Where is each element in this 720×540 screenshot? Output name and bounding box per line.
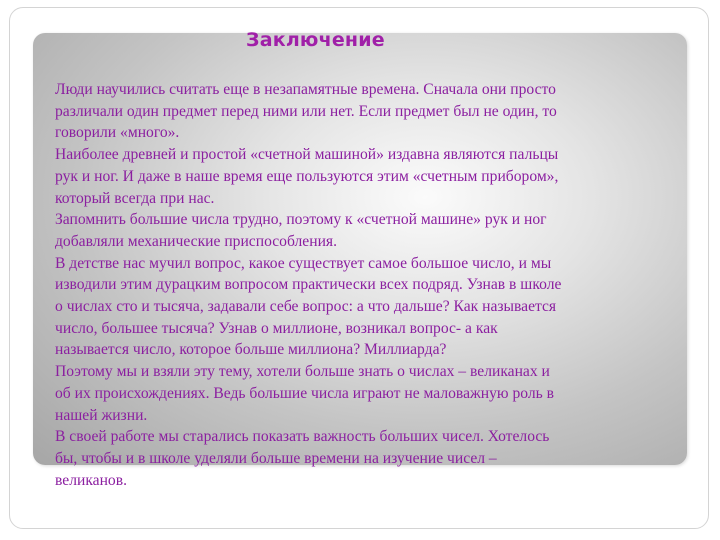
text-line: рук и ног. И даже в наше время еще пользуются этим «счетным прибором», — [55, 167, 559, 185]
slide-title: Заключение — [246, 29, 385, 51]
text-line: об их происхождениях. Ведь большие числа играют не маловажную роль в — [55, 384, 554, 402]
text-line: Запомнить большие числа трудно, поэтому к «счетной машине» рук и ног — [55, 211, 547, 229]
text-line: великанов. — [55, 471, 127, 489]
text-line: Поэтому мы и взяли эту тему, хотели больше знать о числах – великанах и — [55, 363, 550, 381]
text-line: Наиболее древней и простой «счетной машиной» издавна являются пальцы — [55, 146, 559, 164]
text-line: называется число, которое больше миллиона? Миллиарда? — [55, 341, 447, 359]
text-line: добавляли механические приспособления. — [55, 232, 337, 250]
text-line: бы, чтобы и в школе уделяли больше времени на изучение чисел – — [55, 449, 497, 467]
text-line: изводили этим дурацким вопросом практически всех подряд. Узнав в школе — [55, 276, 562, 294]
text-line: различали один предмет перед ними или нет. Если предмет был не один, то — [55, 102, 557, 120]
text-line: который всегда при нас. — [55, 189, 215, 207]
text-line: Люди научились считать еще в незапамятные времена. Сначала они просто — [55, 81, 556, 98]
text-line: В детстве нас мучил вопрос, какое существует самое большое число, и мы — [55, 254, 552, 272]
text-line: число, большее тысяча? Узнав о миллионе, возникал вопрос- а как — [55, 319, 498, 337]
text-line: о числах сто и тысяча, задавали себе вопрос: а что дальше? Как называется — [55, 298, 557, 316]
text-line: говорили «много». — [55, 124, 180, 142]
body-text — [55, 79, 683, 491]
text-line: нашей жизни. — [55, 406, 148, 424]
text-line: В своей работе мы старались показать важность больших чисел. Хотелось — [55, 428, 550, 446]
